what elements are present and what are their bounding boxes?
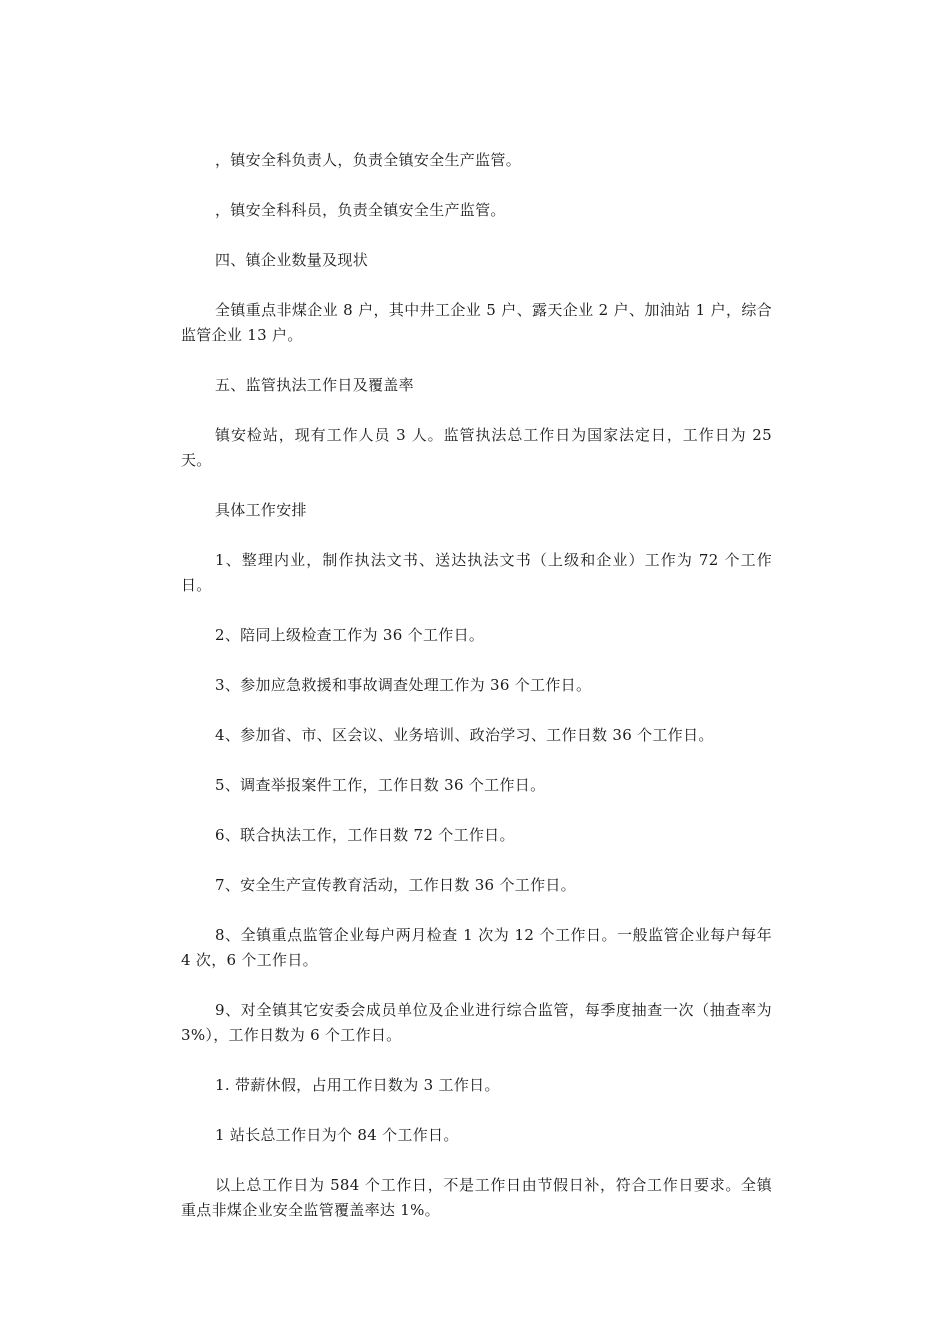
list-item-6: 6、联合执法工作，工作日数 72 个工作日。 (215, 826, 515, 844)
list-item-paid-leave: 1. 带薪休假，占用工作日数为 3 工作日。 (215, 1076, 500, 1094)
list-item-5: 5、调查举报案件工作，工作日数 36 个工作日。 (215, 776, 546, 794)
paragraph-station-staff: 镇安检站，现有工作人员 3 人。监管执法总工作日为国家法定日，工作日为 25 天。 (181, 426, 772, 469)
list-item-8: 8、全镇重点监管企业每户两月检查 1 次为 12 个工作日。一般监管企业每户每年 4 次，6 个工作日。 (181, 926, 772, 969)
list-item-3: 3、参加应急救援和事故调查处理工作为 36 个工作日。 (215, 676, 592, 694)
list-item-1: 1、整理内业，制作执法文书、送达执法文书（上级和企业）工作为 72 个工作日。 (181, 551, 772, 594)
paragraph-role-safety-head: ，镇安全科负责人，负责全镇安全生产监管。 (215, 151, 522, 169)
section-heading-workdays-coverage: 五、监管执法工作日及覆盖率 (215, 376, 414, 394)
list-item-7: 7、安全生产宣传教育活动，工作日数 36 个工作日。 (215, 876, 576, 894)
paragraph-summary: 以上总工作日为 584 个工作日，不是工作日由节假日补，符合工作日要求。全镇重点非煤企业安全监管覆盖率达 1%。 (181, 1176, 772, 1219)
list-item-4: 4、参加省、市、区会议、业务培训、政治学习、工作日数 36 个工作日。 (215, 726, 714, 744)
subheading-work-arrangement: 具体工作安排 (215, 501, 307, 519)
section-heading-enterprise-count: 四、镇企业数量及现状 (215, 251, 369, 269)
paragraph-role-safety-staff: ，镇安全科科员，负责全镇安全生产监管。 (215, 201, 506, 219)
list-item-station-head-total: 1 站长总工作日为个 84 个工作日。 (215, 1126, 459, 1144)
paragraph-enterprise-count: 全镇重点非煤企业 8 户，其中井工企业 5 户、露天企业 2 户、加油站 1 户，综合监管企业 13 户。 (181, 301, 772, 344)
list-item-2: 2、陪同上级检查工作为 36 个工作日。 (215, 626, 485, 644)
list-item-9: 9、对全镇其它安委会成员单位及企业进行综合监管，每季度抽查一次（抽查率为 3%），工作日数为 6 个工作日。 (181, 1001, 772, 1044)
